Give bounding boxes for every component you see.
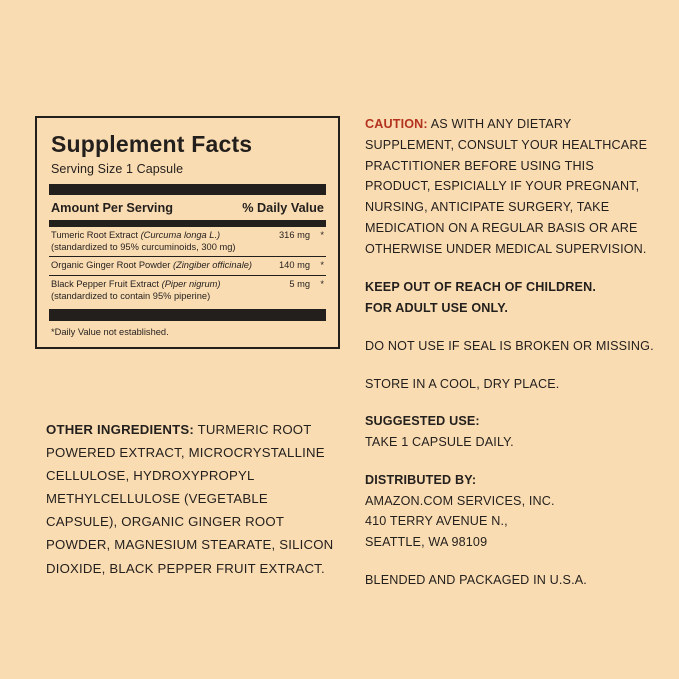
distributor-name: AMAZON.COM SERVICES, INC. (365, 493, 555, 508)
suggested-use-block (365, 411, 660, 453)
divider-thick-top (49, 184, 326, 195)
divider-medium (49, 220, 326, 227)
ingredient-name-cell (49, 227, 256, 257)
daily-value-footnote: *Daily Value not established. (51, 327, 169, 338)
storage-block (365, 374, 660, 395)
daily-value-label: % Daily Value (242, 201, 324, 216)
keep-out-line-2: FOR ADULT USE ONLY. (365, 301, 509, 316)
ingredient-amount: 5 mg (289, 278, 310, 289)
ingredient-latin-name: (Piper nigrum) (161, 278, 221, 289)
ingredient-name-cell (49, 275, 256, 305)
table-row (49, 227, 326, 257)
right-column (365, 114, 660, 608)
caution-label: CAUTION: (365, 117, 428, 131)
ingredient-subtext: (standardized to 95% curcuminoids, 300 mg) (51, 241, 236, 252)
ingredient-name: Organic Ginger Root Powder (51, 260, 171, 271)
blended-packaged-block (365, 570, 660, 591)
supplement-facts-panel (35, 116, 340, 349)
ingredient-latin-name: (Curcuma longa L.) (140, 230, 221, 241)
serving-size: Serving Size 1 Capsule (51, 162, 184, 177)
ingredients-table (49, 227, 326, 305)
other-ingredients-block (46, 418, 336, 580)
table-row (49, 257, 326, 276)
caution-block (365, 114, 660, 259)
other-ingredients-label: OTHER INGREDIENTS: (46, 422, 194, 437)
ingredient-latin-name: (Zingiber officinale) (172, 260, 253, 271)
ingredient-name: Black Pepper Fruit Extract (51, 278, 159, 289)
distributed-by-block (365, 470, 660, 553)
supplement-facts-title: Supplement Facts (51, 131, 253, 157)
blended-packaged-text: BLENDED AND PACKAGED IN U.S.A. (365, 573, 587, 588)
ingredient-name: Tumeric Root Extract (51, 230, 138, 241)
keep-out-line-1: KEEP OUT OF REACH OF CHILDREN. (365, 280, 596, 295)
seal-warning-text: DO NOT USE IF SEAL IS BROKEN OR MISSING. (365, 338, 654, 353)
ingredient-daily-value: * (312, 227, 326, 257)
ingredient-subtext: (standardized to contain 95% piperine) (51, 290, 211, 301)
suggested-use-label: SUGGESTED USE: (365, 414, 480, 429)
distributor-city: SEATTLE, WA 98109 (365, 535, 488, 550)
divider-thick-bottom (49, 309, 326, 321)
other-ingredients-text: TURMERIC ROOT POWERED EXTRACT, MICROCRYSTALLINE CELLULOSE, HYDROXYPROPYL METHYLCELLULOSE (VEGETABLE CAPSULE), ORGANIC GINGER ROOT POWDER, MAGNESIUM STEARATE, SILICON DIOXIDE, BLACK PEPPER FRUIT EXTRACT. (46, 422, 334, 576)
keep-out-of-reach-block (365, 277, 660, 319)
seal-warning-block (365, 336, 660, 357)
distributed-by-label: DISTRIBUTED BY: (365, 472, 477, 487)
ingredient-daily-value: * (312, 257, 326, 276)
suggested-use-text: TAKE 1 CAPSULE DAILY. (365, 435, 514, 450)
ingredient-daily-value: * (320, 278, 324, 289)
ingredient-name-cell (49, 257, 256, 276)
distributor-street: 410 TERRY AVENUE N., (365, 514, 508, 529)
amount-per-serving-row (49, 199, 326, 218)
storage-text: STORE IN A COOL, DRY PLACE. (365, 376, 560, 391)
amount-per-serving-label: Amount Per Serving (51, 201, 173, 216)
ingredient-amount: 316 mg (256, 227, 312, 257)
ingredient-amount: 140 mg (256, 257, 312, 276)
caution-text: AS WITH ANY DIETARY SUPPLEMENT, CONSULT YOUR HEALTHCARE PRACTITIONER BEFORE USING THIS PRODUCT, ESPICIALLY IF YOUR PREGNANT, NURSING, ANTICIPATE SURGERY, TAKE MEDICATION ON A REGULAR BASIS OR ARE OTHERWISE UNDER MEDICAL SUPERVISION. (365, 117, 648, 256)
table-row (49, 275, 326, 305)
